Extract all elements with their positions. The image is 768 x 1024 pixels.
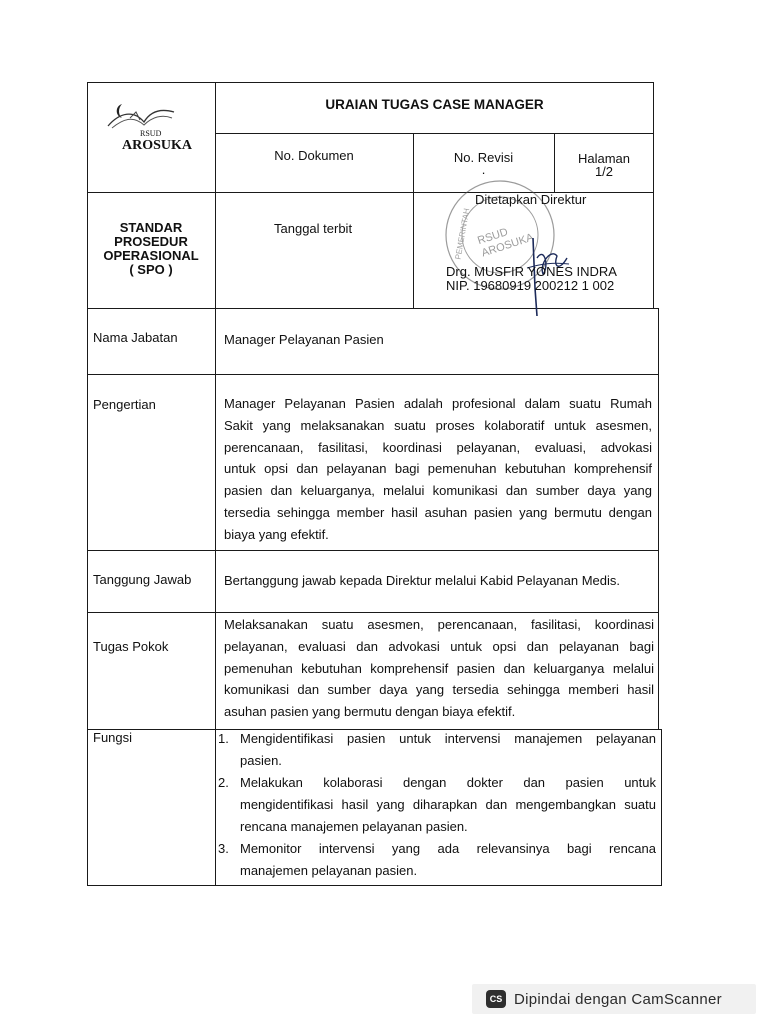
spo-line-1: STANDAR bbox=[119, 220, 183, 235]
fungsi-line: rencana manajemen pelayanan pasien. bbox=[240, 818, 468, 834]
nama-jabatan-label: Nama Jabatan bbox=[93, 330, 178, 345]
tanggung-jawab-value: Bertanggung jawab kepada Direktur melalui Kabid Pelayanan Medis. bbox=[224, 573, 621, 588]
tugas-pokok-text bbox=[224, 614, 654, 723]
spo-line-2: PROSEDUR bbox=[114, 234, 188, 249]
fungsi-item-2 bbox=[218, 772, 658, 838]
no-revisi-label: No. Revisi bbox=[453, 150, 514, 165]
director-nip: NIP. 19680919 200212 1 002 bbox=[446, 278, 615, 293]
pengertian-line: biaya yang efektif. bbox=[224, 526, 329, 542]
border-right-bottom bbox=[661, 729, 662, 886]
tanggal-terbit-label: Tanggal terbit bbox=[274, 221, 353, 236]
row-divider-2 bbox=[87, 374, 659, 375]
stamp-center-text: RSUD AROSUKA bbox=[476, 226, 535, 260]
tugas-pokok-label: Tugas Pokok bbox=[93, 639, 169, 654]
pengertian-line: Manager Pelayanan Pasien adalah profesional dalam suatu Rumah bbox=[224, 396, 652, 411]
no-dokumen-label: No. Dokumen bbox=[274, 148, 354, 163]
logo-small-text: RSUD bbox=[140, 129, 162, 138]
fungsi-item-number: 2. bbox=[218, 775, 229, 790]
header-title-divider bbox=[215, 133, 654, 134]
fungsi-item-1 bbox=[218, 728, 658, 772]
pengertian-label: Pengertian bbox=[93, 397, 156, 412]
pengertian-line: untuk opsi dan pelayanan bagi pemenuhan kebutuhan komprehensif bbox=[224, 461, 652, 477]
fungsi-item-text bbox=[240, 728, 656, 772]
ditetapkan-direktur-label: Ditetapkan Direktur bbox=[475, 192, 587, 207]
no-revisi-value: . bbox=[481, 162, 486, 177]
spo-line-4: ( SPO ) bbox=[129, 262, 173, 277]
fungsi-item-text bbox=[240, 772, 656, 837]
fungsi-line: Melakukan kolaborasi dengan dokter dan pasien untuk bbox=[240, 775, 656, 790]
fungsi-line: pasien. bbox=[240, 752, 282, 768]
camscanner-watermark bbox=[472, 984, 756, 1014]
tugas-pokok-line: pemenuhan kebutuhan komprehensif pasien dan keluarganya melalui bbox=[224, 660, 654, 676]
border-bottom bbox=[87, 885, 662, 886]
fungsi-line: manajemen pelayanan pasien. bbox=[240, 862, 418, 878]
row-divider-3 bbox=[87, 550, 659, 551]
row-divider-4 bbox=[87, 612, 659, 613]
border-right-upper bbox=[653, 82, 654, 309]
tugas-pokok-line: asuhan pasien yang bermutu dengan biaya efektif. bbox=[224, 704, 516, 720]
tugas-pokok-line: pelayanan, evaluasi dan advokasi untuk opsi dan pelayanan bagi bbox=[224, 638, 654, 654]
border-right-lower bbox=[658, 308, 659, 730]
halaman-label: Halaman bbox=[577, 151, 631, 166]
fungsi-item-number: 3. bbox=[218, 841, 229, 856]
fungsi-item-text bbox=[240, 838, 656, 882]
stamp-ring-text: PEMERINTAH bbox=[453, 207, 472, 261]
fungsi-item-3 bbox=[218, 838, 658, 882]
camscanner-text: Dipindai dengan CamScanner bbox=[514, 990, 722, 1008]
fungsi-label: Fungsi bbox=[93, 730, 133, 745]
nama-jabatan-value: Manager Pelayanan Pasien bbox=[224, 332, 384, 347]
camscanner-logo-icon bbox=[486, 990, 506, 1008]
pengertian-line: tersedia sehingga member hasil asuhan pasien yang bermutu dengan bbox=[224, 504, 652, 520]
director-name: Drg. MUSFIR YONES INDRA bbox=[446, 264, 617, 279]
border-left bbox=[87, 82, 88, 886]
pengertian-line: Sakit yang melaksanakan suatu proses kolaboratif untuk asesmen, bbox=[224, 417, 652, 433]
spo-line-3: OPERASIONAL bbox=[103, 248, 199, 263]
logo-name: AROSUKA bbox=[122, 138, 193, 153]
fungsi-line: Mengidentifikasi pasien untuk intervensi manajemen pelayanan bbox=[240, 731, 656, 746]
hospital-logo bbox=[100, 100, 200, 160]
camscanner-badge-text: CS bbox=[489, 994, 503, 1004]
tugas-pokok-line: Melaksanakan suatu asesmen, perencanaan, fasilitasi, koordinasi bbox=[224, 617, 654, 632]
pengertian-line: pasien dan keluarganya, melalui komunikasi dan sumber daya yang bbox=[224, 483, 652, 499]
pengertian-text bbox=[224, 393, 652, 546]
document-title: URAIAN TUGAS CASE MANAGER bbox=[325, 97, 544, 112]
halaman-value: 1/2 bbox=[594, 164, 614, 179]
column-divider bbox=[215, 82, 216, 886]
tugas-pokok-line: komunikasi dan sumber daya yang tersedia sehingga memberi hasil bbox=[224, 682, 654, 698]
fungsi-line: Memonitor intervensi yang ada relevansinya bagi rencana bbox=[240, 841, 656, 856]
border-top bbox=[87, 82, 654, 83]
fungsi-line: mengidentifikasi hasil yang diharapkan dan mengembangkan suatu bbox=[240, 796, 656, 812]
fungsi-item-number: 1. bbox=[218, 731, 229, 746]
tanggung-jawab-label: Tanggung Jawab bbox=[93, 572, 192, 587]
pengertian-line: perencanaan, fasilitasi, koordinasi pelayanan, evaluasi, advokasi bbox=[224, 439, 652, 455]
